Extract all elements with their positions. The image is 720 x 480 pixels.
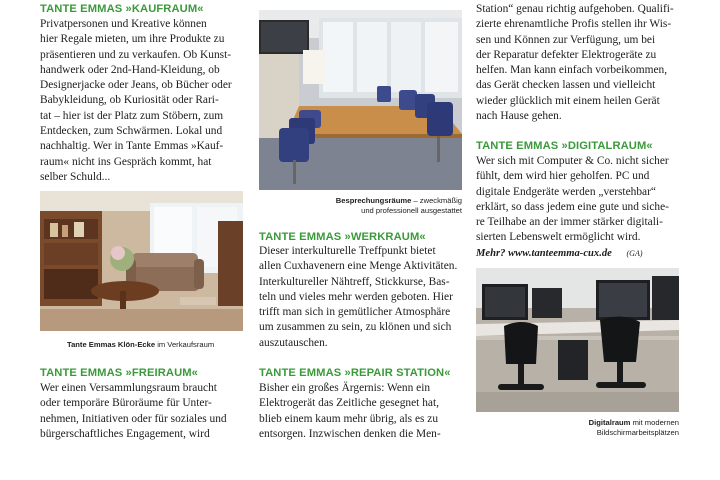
photo-besprechungsraum bbox=[259, 10, 462, 190]
text-line: handwerk oder 2nd-Hand-Kleidung, ob bbox=[40, 63, 220, 76]
photo-caption-besprechung bbox=[259, 196, 462, 216]
photo-kloen-ecke bbox=[40, 191, 243, 331]
text-line: Privatpersonen und Kreative können bbox=[40, 18, 207, 30]
text-line: helfen. Man kann einfach vorbeikommen, bbox=[476, 64, 668, 77]
text-line: Station“ genau richtig aufgehoben. Qualifi- bbox=[476, 3, 674, 15]
text-line: nach Hause gehen. bbox=[476, 110, 562, 123]
text-line: um zusammen zu sein, zu klönen und sich bbox=[259, 321, 452, 334]
text-line: der Reparatur defekter Elektrogeräte zu bbox=[476, 48, 657, 61]
text-line: präsentieren und zu verkaufen. Ob Kunst- bbox=[40, 48, 232, 61]
caption-bold: Digitalraum bbox=[588, 418, 631, 427]
caption-rest: mit modernen bbox=[632, 418, 679, 427]
website-link[interactable]: Mehr? www.tanteemma-cux.de bbox=[476, 247, 612, 259]
digitalraum-body bbox=[476, 154, 669, 261]
text-line: sen und Können zur Verfügung, um bei bbox=[476, 33, 656, 46]
caption-rest: – zweckmäßig bbox=[413, 196, 462, 205]
text-line: sierten Lebenswelt ermöglicht wird. bbox=[476, 231, 641, 244]
caption-rest-line2: Bildschirmarbeitsplätzen bbox=[596, 428, 679, 437]
werkraum-body bbox=[259, 244, 457, 351]
text-line: nachhaltig. Wer in Tante Emmas »Kauf- bbox=[40, 140, 224, 153]
text-line: wieder glücklich mit einem heilen Gerät bbox=[476, 94, 660, 107]
freiraum-body bbox=[40, 381, 227, 442]
photo-caption-kloen-ecke bbox=[67, 340, 214, 350]
repair-continued-body bbox=[476, 2, 674, 124]
text-line: fühlt, dem wird hier geholfen. PC und bbox=[476, 170, 650, 183]
text-line: re Teilhabe an der immer stärker digitali- bbox=[476, 216, 663, 229]
text-line: auszutauschen. bbox=[259, 336, 328, 349]
caption-rest-line2: und professionell ausgestattet bbox=[361, 206, 462, 215]
caption-rest: im Verkaufsraum bbox=[157, 340, 215, 349]
text-line: zierte ehrenamtliche Profis stellen ihr Wis- bbox=[476, 18, 672, 31]
kaufraum-heading: TANTE EMMAS »KAUFRAUM« bbox=[40, 3, 204, 15]
photo-digitalraum bbox=[476, 268, 679, 412]
text-line: bürgerschaftliches Engagement, wird bbox=[40, 427, 210, 440]
text-line: Bisher ein großes Ärgernis: Wenn ein bbox=[259, 382, 431, 394]
text-line: nehmen, Initiativen oder für soziales und bbox=[40, 412, 227, 425]
text-line: blieb einem kaum mehr übrig, als es zu bbox=[259, 412, 439, 425]
text-line: erklärt, so dass jedem eine gute und siche- bbox=[476, 200, 669, 213]
digitalraum-heading: TANTE EMMAS »DIGITALRAUM« bbox=[476, 140, 653, 152]
caption-bold: Tante Emmas Klön-Ecke bbox=[67, 340, 156, 349]
kaufraum-body bbox=[40, 17, 232, 185]
text-line: Dieser interkulturelle Treffpunkt bietet bbox=[259, 245, 436, 257]
freiraum-heading: TANTE EMMAS »FREIRAUM« bbox=[40, 367, 198, 379]
text-line: digitale Endgeräte werden „verstehbar“ bbox=[476, 185, 656, 198]
text-line: Interkultureller Nähtreff, Stickkurse, Bas- bbox=[259, 275, 450, 288]
text-line: Wer einen Versammlungsraum braucht bbox=[40, 382, 217, 394]
werkraum-heading: TANTE EMMAS »WERKRAUM« bbox=[259, 231, 426, 243]
text-line: entsorgen. Inzwischen denken die Men- bbox=[259, 427, 441, 440]
photo-caption-digitalraum bbox=[476, 418, 679, 438]
repair-body bbox=[259, 381, 441, 442]
repair-heading: TANTE EMMAS »REPAIR STATION« bbox=[259, 367, 451, 379]
text-line: Wer sich mit Computer & Co. nicht sicher bbox=[476, 155, 669, 167]
text-line: allen Cuxhavenern eine Menge Aktivitäten. bbox=[259, 260, 458, 273]
text-line: tat – hier ist der Platz zum Stöbern, zum bbox=[40, 109, 224, 122]
text-line: Elektrogerät das Zeitliche gesegnet hat, bbox=[259, 397, 439, 410]
text-line: das Gerät checken lassen und vielleicht bbox=[476, 79, 656, 92]
author-initials: (GA) bbox=[626, 248, 643, 258]
text-line: Designerjacke oder Jeans, ob Bücher oder bbox=[40, 79, 232, 92]
text-line: Babykleidung, ob Kuriosität oder Rari- bbox=[40, 94, 219, 107]
text-line: trifft man sich in gemütlicher Atmosphäre bbox=[259, 306, 451, 319]
text-line: hier Regale mieten, um ihre Produkte zu bbox=[40, 33, 225, 46]
more-line bbox=[476, 246, 669, 261]
text-line: raum« nicht ins Gespräch kommt, hat bbox=[40, 155, 212, 168]
text-line: Entdecken, zum Schwärmen. Lokal und bbox=[40, 125, 223, 138]
text-line: teln und vieles mehr werden geboten. Hier bbox=[259, 290, 453, 303]
caption-bold: Besprechungsräume bbox=[335, 196, 412, 205]
text-line: oder temporäre Büroräume für Unter- bbox=[40, 397, 212, 410]
text-line: selber Schuld... bbox=[40, 170, 111, 183]
